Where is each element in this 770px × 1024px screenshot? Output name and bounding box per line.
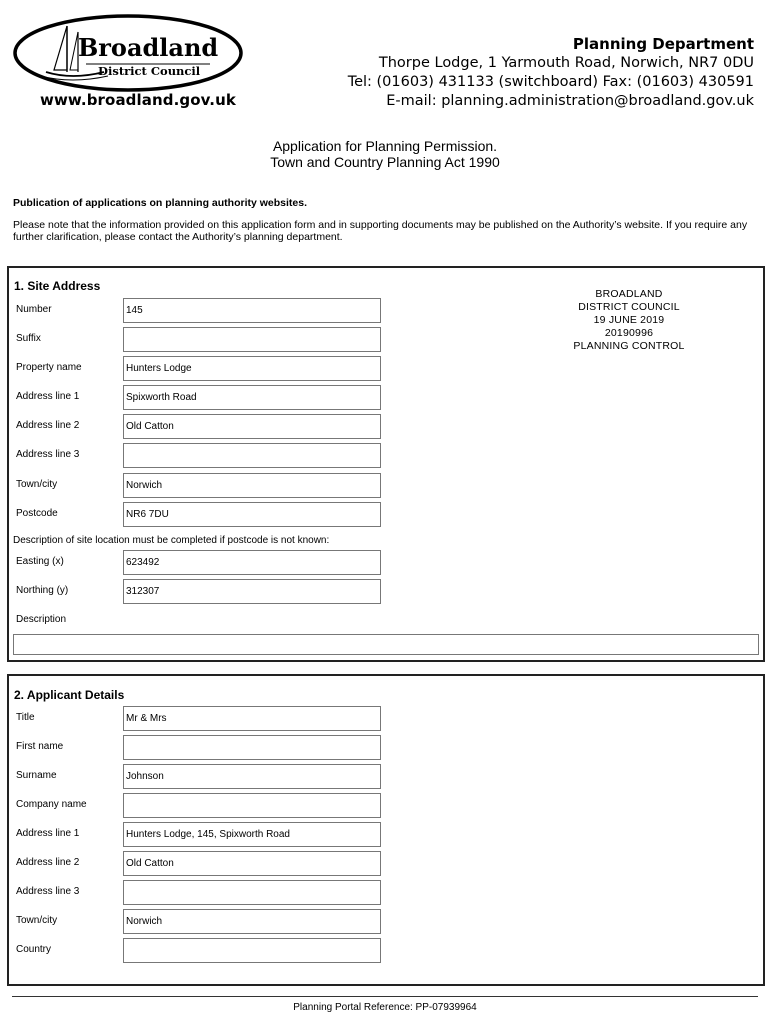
received-stamp — [569, 288, 689, 353]
field-label: Number — [16, 304, 52, 315]
easting-field[interactable] — [123, 550, 381, 575]
applicant-title-row — [9, 706, 763, 732]
site-town-row — [9, 473, 763, 499]
applicant-address-line2-field[interactable] — [123, 851, 381, 876]
field-label: Postcode — [16, 508, 58, 519]
field-label: Suffix — [16, 333, 41, 344]
field-label: Surname — [16, 770, 57, 781]
field-label: First name — [16, 741, 64, 752]
svg-text:Broadland: Broadland — [78, 33, 219, 62]
field-label: Country — [16, 944, 52, 955]
department-address: Thorpe Lodge, 1 Yarmouth Road, Norwich, NR7 0DU — [378, 55, 754, 71]
form-title-line1: Application for Planning Permission. — [272, 138, 498, 154]
field-label: Easting (x) — [16, 556, 64, 567]
location-note: Description of site location must be completed if postcode is not known: — [13, 535, 330, 546]
broadland-logo — [12, 12, 244, 94]
field-label: Address line 2 — [16, 420, 80, 431]
site-town-field[interactable] — [123, 473, 381, 498]
applicant-details-title: 2. Applicant Details — [14, 688, 125, 702]
field-label: Town/city — [16, 915, 58, 926]
field-label: Company name — [16, 799, 87, 810]
applicant-company-field[interactable] — [123, 793, 381, 818]
site-address-line1-row — [9, 385, 763, 411]
footer-divider — [12, 996, 758, 997]
stamp-line: BROADLAND — [595, 288, 663, 300]
site-address-line2-field[interactable] — [123, 414, 381, 439]
applicant-address-line1-row — [9, 822, 763, 848]
department-title: Planning Department — [572, 35, 754, 53]
applicant-first-name-row — [9, 735, 763, 761]
portal-reference: Planning Portal Reference: PP-07939964 — [293, 1002, 477, 1013]
site-property-name-row — [9, 356, 763, 382]
applicant-country-field[interactable] — [123, 938, 381, 963]
field-label: Address line 3 — [16, 886, 80, 897]
applicant-company-row — [9, 793, 763, 819]
site-address-title: 1. Site Address — [14, 279, 101, 293]
applicant-details-section — [7, 674, 765, 986]
department-phone: Tel: (01603) 431133 (switchboard) Fax: (01603) 430591 — [347, 74, 754, 90]
applicant-first-name-field[interactable] — [123, 735, 381, 760]
field-label: Address line 2 — [16, 857, 80, 868]
applicant-address-line3-row — [9, 880, 763, 906]
sailboat-logo-icon — [12, 12, 244, 94]
form-title-line2: Town and Country Planning Act 1990 — [270, 154, 500, 170]
stamp-line: DISTRICT COUNCIL — [578, 301, 680, 313]
field-label: Title — [16, 712, 35, 723]
easting-row — [9, 550, 763, 576]
field-label: Address line 1 — [16, 391, 80, 402]
field-label: Address line 1 — [16, 828, 80, 839]
site-postcode-row — [9, 502, 763, 528]
site-postcode-field[interactable] — [123, 502, 381, 527]
applicant-address-line2-row — [9, 851, 763, 877]
svg-text:District Council: District Council — [98, 64, 201, 78]
site-address-section — [7, 266, 765, 662]
field-label: Property name — [16, 362, 82, 373]
department-contact — [348, 34, 754, 111]
stamp-line: PLANNING CONTROL — [573, 340, 685, 352]
northing-row — [9, 579, 763, 605]
publication-note: Please note that the information provided on this application form and in supporting documents may be published on the Authority’s website. If you require any further clarification, please contact the Authority’s planning department. — [13, 219, 748, 243]
site-address-line3-field[interactable] — [123, 443, 381, 468]
site-property-name-field[interactable] — [123, 356, 381, 381]
site-suffix-field[interactable] — [123, 327, 381, 352]
field-label: Northing (y) — [16, 585, 69, 596]
site-address-line1-field[interactable] — [123, 385, 381, 410]
stamp-reference: 20190996 — [604, 327, 654, 339]
field-label: Address line 3 — [16, 449, 80, 460]
applicant-surname-field[interactable] — [123, 764, 381, 789]
description-label: Description — [16, 614, 67, 625]
applicant-address-line3-field[interactable] — [123, 880, 381, 905]
site-number-field[interactable] — [123, 298, 381, 323]
field-label: Town/city — [16, 479, 58, 490]
site-address-line2-row — [9, 414, 763, 440]
department-email: E-mail: planning.administration@broadland.gov.uk — [386, 93, 754, 109]
applicant-surname-row — [9, 764, 763, 790]
applicant-title-field[interactable] — [123, 706, 381, 731]
applicant-address-line1-field[interactable] — [123, 822, 381, 847]
stamp-date: 19 JUNE 2019 — [593, 314, 665, 326]
site-address-line3-row — [9, 443, 763, 469]
publication-heading: Publication of applications on planning authority websites. — [13, 197, 308, 209]
website-url: www.broadland.gov.uk — [40, 91, 236, 109]
applicant-country-row — [9, 938, 763, 964]
northing-field[interactable] — [123, 579, 381, 604]
applicant-town-row — [9, 909, 763, 935]
site-description-field[interactable] — [13, 634, 759, 655]
applicant-town-field[interactable] — [123, 909, 381, 934]
form-title — [0, 138, 770, 170]
